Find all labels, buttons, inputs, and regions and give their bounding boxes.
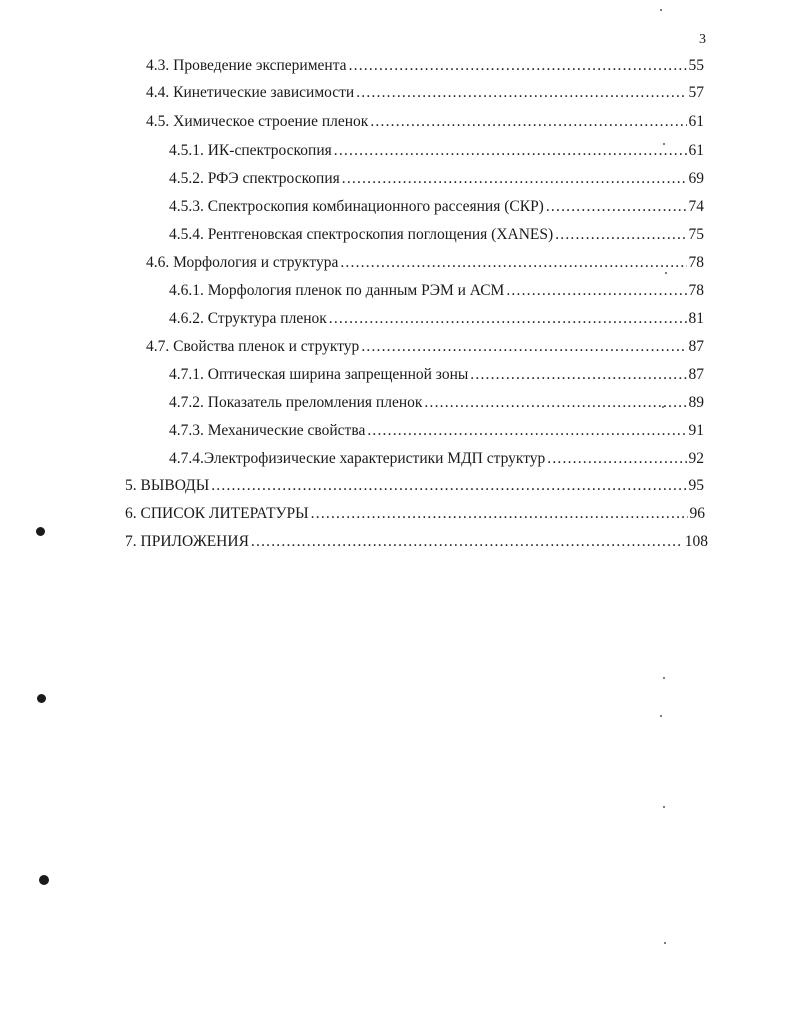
toc-entry[interactable]	[125, 533, 708, 559]
toc-leader-dots	[334, 142, 687, 160]
toc-entry[interactable]	[169, 422, 704, 448]
toc-entry-label: 4.6.1. Морфология пленок по данным РЭМ и АСМ	[169, 282, 505, 299]
toc-leader-dots	[367, 422, 686, 440]
toc-entry[interactable]	[146, 338, 704, 364]
toc-entry[interactable]	[169, 198, 704, 224]
toc-entry-label: 4.7.4.Электрофизические характеристики МДП структур	[169, 450, 546, 467]
toc-entry[interactable]	[146, 113, 704, 139]
toc-entry[interactable]	[125, 505, 705, 531]
toc-leader-dots	[356, 84, 686, 102]
toc-leader-dots	[340, 254, 686, 272]
page-number: 3	[699, 32, 706, 47]
toc-entry-page: 81	[688, 310, 704, 327]
toc-leader-dots	[470, 366, 686, 384]
toc-entry-page: 87	[688, 338, 704, 355]
toc-leader-dots	[555, 226, 686, 244]
toc-leader-dots	[349, 57, 687, 75]
toc-entry-label: 4.5.3. Спектроскопия комбинационного рассеяния (СКР)	[169, 198, 544, 215]
toc-entry-page: 108	[684, 533, 708, 550]
toc-entry[interactable]	[169, 170, 704, 196]
toc-entry-page: 78	[688, 282, 704, 299]
toc-entry[interactable]	[169, 142, 704, 168]
toc-entry-page: 78	[688, 254, 704, 271]
toc-entry-label: 4.7. Свойства пленок и структур	[146, 338, 360, 355]
toc-entry-page: 57	[688, 84, 704, 101]
binder-hole-mark	[39, 875, 49, 885]
toc-entry-label: 4.6. Морфология и структура	[146, 254, 339, 271]
toc-leader-dots	[546, 198, 687, 216]
toc-entry-page: 55	[688, 57, 704, 74]
toc-leader-dots	[251, 533, 683, 551]
scan-speck	[660, 9, 662, 11]
toc-entry-label: 4.5.2. РФЭ спектроскопия	[169, 170, 340, 187]
toc-leader-dots	[211, 477, 686, 495]
toc-entry-label: 4.5. Химическое строение пленок	[146, 113, 369, 130]
toc-entry[interactable]	[169, 394, 704, 420]
toc-entry-page: 75	[688, 226, 704, 243]
toc-leader-dots	[424, 394, 686, 412]
toc-leader-dots	[329, 310, 687, 328]
toc-leader-dots	[547, 450, 686, 468]
toc-leader-dots	[370, 113, 686, 131]
scan-speck	[663, 143, 665, 145]
toc-entry[interactable]	[146, 57, 704, 83]
toc-entry-label: 4.7.2. Показатель преломления пленок	[169, 394, 423, 411]
toc-entry-page: 74	[688, 198, 704, 215]
toc-entry[interactable]	[169, 450, 704, 476]
scan-speck	[660, 715, 662, 717]
toc-entry-page: 96	[689, 505, 705, 522]
toc-entry[interactable]	[146, 254, 704, 280]
toc-entry-label: 7. ПРИЛОЖЕНИЯ	[125, 533, 249, 550]
scan-speck	[663, 677, 665, 679]
toc-entry-page: 61	[688, 142, 704, 159]
toc-entry-page: 95	[688, 477, 704, 494]
scan-speck	[665, 272, 667, 274]
toc-entry-label: 4.6.2. Структура пленок	[169, 310, 327, 327]
toc-leader-dots	[361, 338, 686, 356]
toc-leader-dots	[342, 170, 687, 188]
toc-entry[interactable]	[125, 477, 704, 503]
toc-entry[interactable]	[169, 226, 704, 252]
toc-entry-label: 6. СПИСОК ЛИТЕРАТУРЫ	[125, 505, 309, 522]
toc-entry-label: 4.7.3. Механические свойства	[169, 422, 366, 439]
scan-speck	[663, 806, 665, 808]
toc-entry-page: 89	[688, 394, 704, 411]
toc-entry[interactable]	[169, 282, 704, 308]
toc-entry-label: 4.5.4. Рентгеновская спектроскопия поглощения (XANES)	[169, 226, 554, 243]
toc-entry-label: 4.4. Кинетические зависимости	[146, 84, 355, 101]
toc-entry-page: 61	[688, 113, 704, 130]
toc-entry-label: 4.3. Проведение эксперимента	[146, 57, 347, 74]
toc-entry-label: 4.7.1. Оптическая ширина запрещенной зоны	[169, 366, 469, 383]
toc-leader-dots	[311, 505, 688, 523]
toc-entry-page: 87	[688, 366, 704, 383]
scan-speck	[662, 406, 664, 408]
toc-leader-dots	[506, 282, 686, 300]
toc-entry-page: 91	[688, 422, 704, 439]
toc-entry-label: 5. ВЫВОДЫ	[125, 477, 210, 494]
toc-entry-page: 92	[688, 450, 704, 467]
toc-entry-page: 69	[688, 170, 704, 187]
toc-entry-label: 4.5.1. ИК-спектроскопия	[169, 142, 332, 159]
toc-entry[interactable]	[146, 84, 704, 110]
toc-entry[interactable]	[169, 366, 704, 392]
binder-hole-mark	[36, 527, 45, 536]
toc-entry[interactable]	[169, 310, 704, 336]
scan-speck	[664, 942, 666, 944]
binder-hole-mark	[37, 694, 46, 703]
